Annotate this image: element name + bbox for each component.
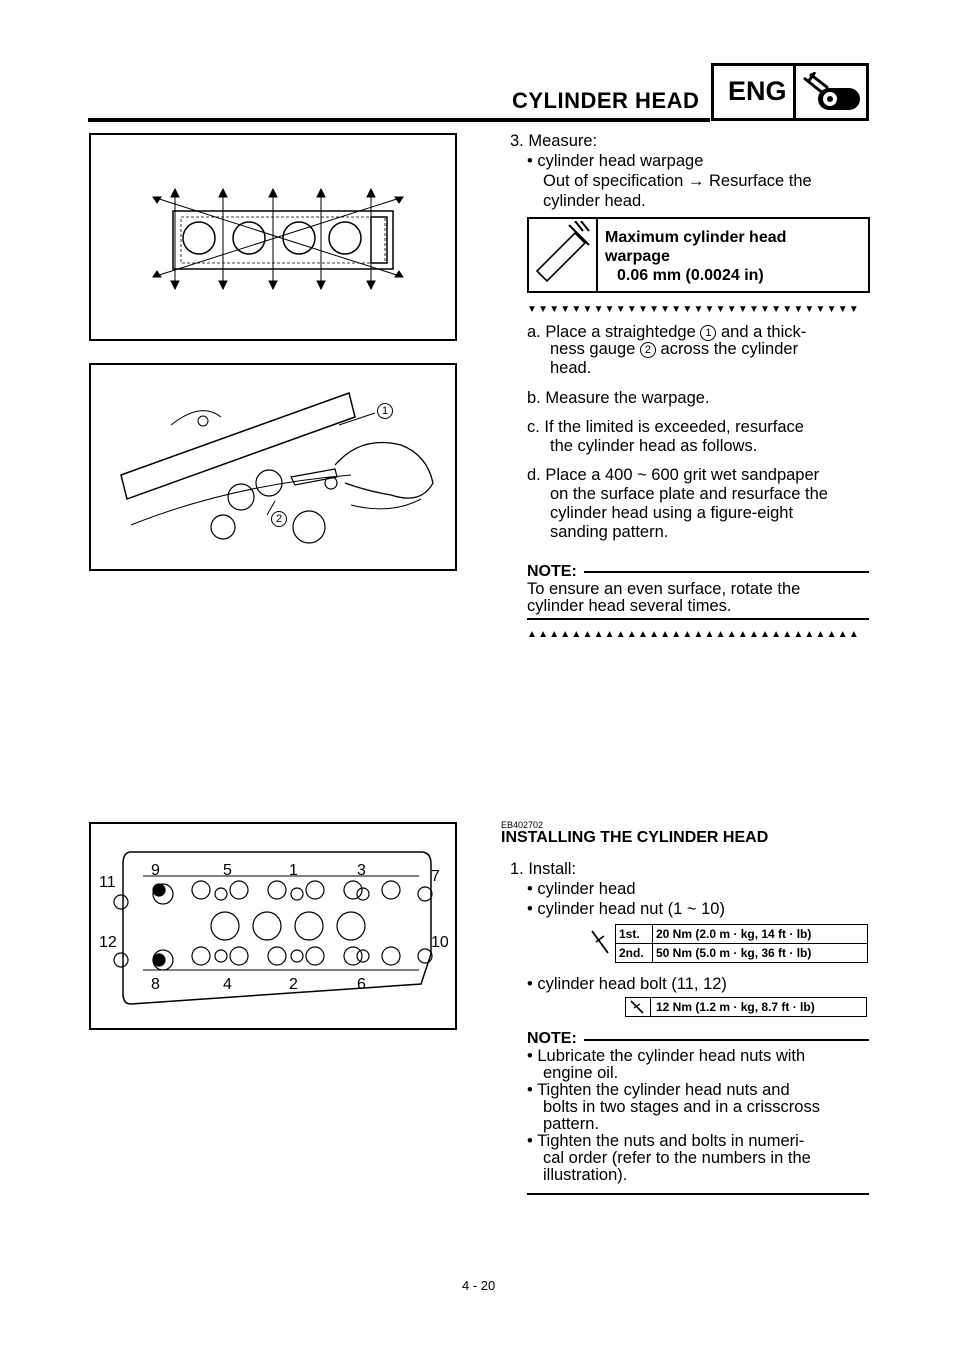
note-label-1: NOTE: — [527, 563, 577, 580]
step-a-mid: and a thick- — [720, 323, 807, 341]
note-rule-top-2 — [584, 1039, 869, 1041]
note-rule-top-1 — [584, 571, 869, 573]
seq-label-10: 10 — [431, 934, 449, 951]
torque-wrench-icon — [589, 928, 611, 956]
callout-ref-2: 2 — [640, 342, 656, 358]
note-rule-bottom-1 — [527, 618, 869, 620]
install-item-1: • cylinder head — [527, 880, 636, 898]
procedure-step-a-line2 — [550, 340, 870, 359]
seq-label-11: 11 — [99, 874, 116, 891]
eng-badge — [711, 63, 869, 121]
step-d-line2: on the surface plate and resurface the — [550, 485, 828, 503]
note2-item2-line3: pattern. — [543, 1115, 599, 1133]
seq-label-12: 12 — [99, 934, 117, 951]
torque-stage-1: 1st. — [616, 925, 653, 944]
warpage-spec-title-2: warpage — [605, 248, 670, 265]
figure-tightening-sequence — [89, 822, 457, 1030]
seq-label-5: 5 — [223, 862, 232, 879]
header-rule — [88, 118, 710, 122]
step-c-line1: c. If the limited is exceeded, resurface — [527, 418, 804, 436]
note2-item2-line2: bolts in two stages and in a crisscross — [543, 1098, 820, 1116]
note-rule-bottom-2 — [527, 1193, 869, 1195]
nut-torque-box — [585, 924, 868, 963]
step-c-line2: the cylinder head as follows. — [550, 437, 758, 455]
section-code: EB402702 — [501, 820, 544, 830]
spec-divider — [596, 219, 598, 291]
install-item-3: • cylinder head bolt (11, 12) — [527, 975, 727, 993]
warpage-spec-title-1: Maximum cylinder head — [605, 229, 787, 246]
section-title: CYLINDER HEAD — [512, 88, 700, 113]
procedure-begin-marker: ▼▼▼▼▼▼▼▼▼▼▼▼▼▼▼▼▼▼▼▼▼▼▼▼▼▼▼▼▼▼ — [527, 305, 860, 315]
step3-heading: 3. Measure: — [510, 132, 598, 150]
note2-item3-line3: illustration). — [543, 1166, 628, 1184]
figure-straightedge-gauge — [89, 363, 457, 571]
note2-item3-line2: cal order (refer to the numbers in the — [543, 1149, 811, 1167]
torque-wrench-icon — [628, 999, 646, 1015]
step-d-line4: sanding pattern. — [550, 523, 669, 541]
cylinder-head-warpage-illustration — [91, 135, 455, 339]
torque-row-1 — [616, 925, 868, 944]
seq-label-3: 3 — [357, 862, 366, 879]
seq-label-8: 8 — [151, 976, 160, 993]
caliper-icon — [531, 221, 595, 289]
callout-1: 1 — [377, 403, 393, 419]
warpage-spec-box — [527, 217, 870, 293]
page-number: 4 - 20 — [462, 1278, 496, 1293]
step-d-line3: cylinder head using a figure-eight — [550, 504, 794, 522]
straightedge-illustration — [91, 365, 455, 569]
torque-value-2: 50 Nm (5.0 m · kg, 36 ft · lb) — [653, 944, 868, 963]
step-d-line1: d. Place a 400 ~ 600 grit wet sandpaper — [527, 466, 820, 484]
step3-spec-line1: Out of specification → Resurface the — [543, 172, 812, 190]
note2-item3-line1: • Tighten the nuts and bolts in numeri- — [527, 1132, 805, 1150]
seq-label-4: 4 — [223, 976, 232, 993]
figure-warpage-directions — [89, 133, 457, 341]
install-item-2: • cylinder head nut (1 ~ 10) — [527, 900, 725, 918]
note1-line2: cylinder head several times. — [527, 597, 732, 615]
note2-item1-line2: engine oil. — [543, 1064, 619, 1082]
step-b: b. Measure the warpage. — [527, 389, 710, 407]
step-a-line2-pre: ness gauge — [550, 340, 636, 358]
bolt-torque-value: 12 Nm (1.2 m · kg, 8.7 ft · lb) — [656, 1000, 815, 1014]
step-a-line3: head. — [550, 359, 592, 377]
install-heading: INSTALLING THE CYLINDER HEAD — [501, 829, 769, 846]
seq-label-1: 1 — [289, 862, 298, 879]
torque-stage-2: 2nd. — [616, 944, 653, 963]
badge-divider — [793, 66, 796, 118]
seq-label-2: 2 — [289, 976, 298, 993]
install-step: 1. Install: — [510, 860, 577, 878]
seq-label-6: 6 — [357, 976, 366, 993]
step3-bullet: • cylinder head warpage — [527, 152, 704, 170]
step3-spec-line2: cylinder head. — [543, 192, 646, 210]
torque-row-2 — [616, 944, 868, 963]
bolt-torque-box — [625, 997, 867, 1017]
seq-label-7: 7 — [431, 868, 440, 885]
step-a-prefix: a. Place a straightedge — [527, 323, 696, 341]
torque-value-1: 20 Nm (2.0 m · kg, 14 ft · lb) — [653, 925, 868, 944]
note2-item2-line1: • Tighten the cylinder head nuts and — [527, 1081, 790, 1099]
eng-badge-label: ENG — [728, 76, 787, 106]
callout-ref-1: 1 — [700, 325, 716, 341]
engine-wrench-icon — [802, 72, 864, 116]
note1-line1: To ensure an even surface, rotate the — [527, 580, 801, 598]
procedure-end-marker: ▲▲▲▲▲▲▲▲▲▲▲▲▲▲▲▲▲▲▲▲▲▲▲▲▲▲▲▲▲▲ — [527, 630, 860, 640]
callout-2: 2 — [271, 511, 287, 527]
seq-label-9: 9 — [151, 862, 160, 879]
step-a-line2-post: across the cylinder — [660, 340, 799, 358]
note-label-2: NOTE: — [527, 1030, 577, 1047]
bolt-torque-divider — [650, 998, 651, 1016]
cylinder-head-top-illustration — [91, 824, 455, 1028]
warpage-spec-value: 0.06 mm (0.0024 in) — [617, 267, 764, 284]
nut-torque-table — [615, 924, 868, 963]
note2-item1-line1: • Lubricate the cylinder head nuts with — [527, 1047, 806, 1065]
